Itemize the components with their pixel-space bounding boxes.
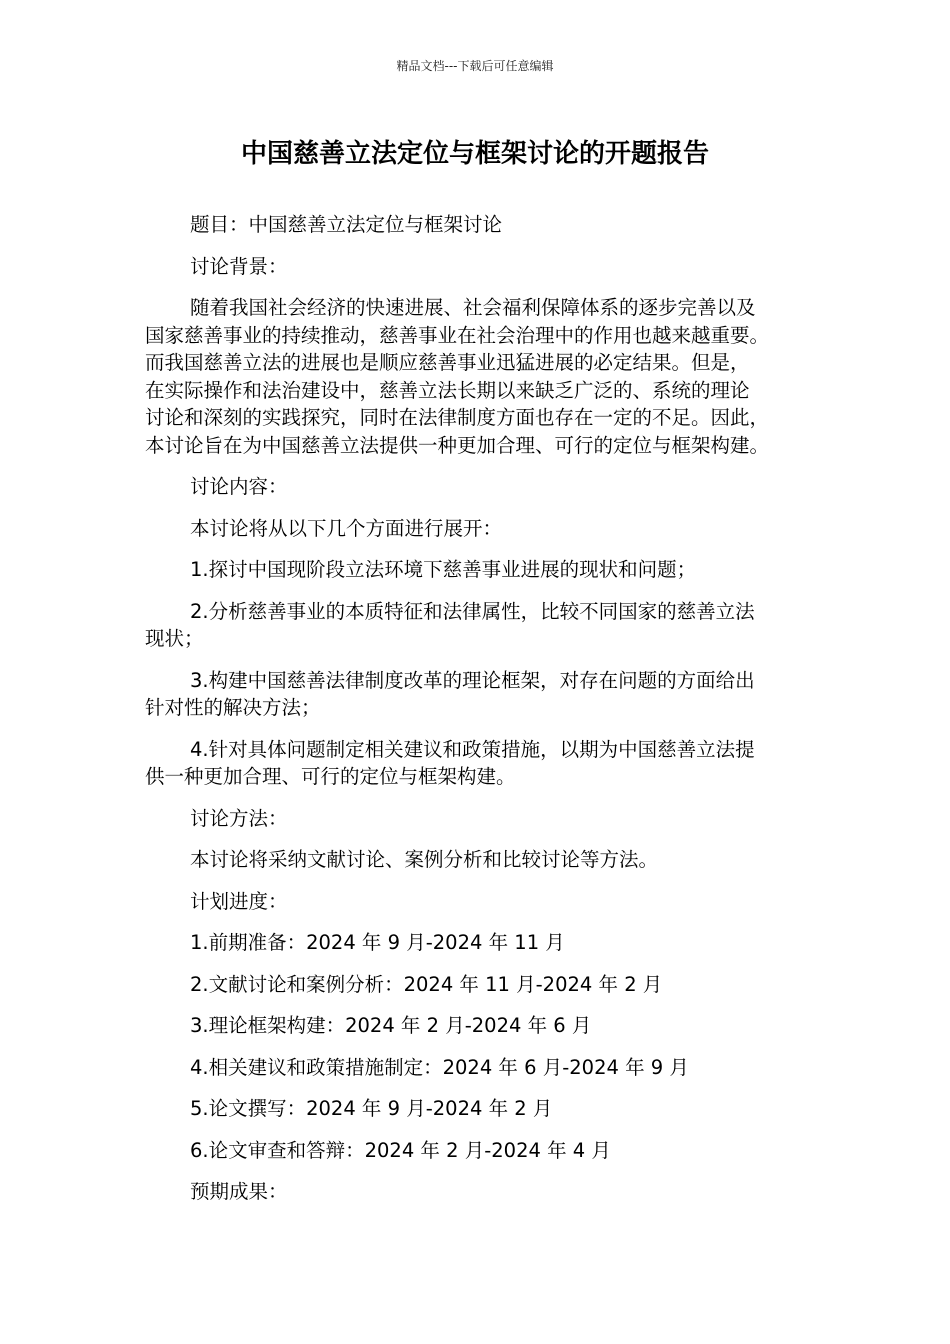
plan-heading: 计划进度： <box>190 889 288 913</box>
content-item-1 <box>145 556 805 584</box>
background-line: 讨论和深刻的实践探究，同时在法律制度方面也存在一定的不足。因此， <box>145 406 770 429</box>
content-intro: 本讨论将从以下几个方面进行展开： <box>190 516 503 540</box>
method-heading: 讨论方法： <box>190 806 288 830</box>
document-body <box>145 211 805 1220</box>
content-item-line: 现状； <box>145 627 204 650</box>
content-item-line: 3.构建中国慈善法律制度改革的理论框架，对存在问题的方面给出 <box>190 668 755 692</box>
document-title: 中国慈善立法定位与框架讨论的开题报告 <box>240 139 709 169</box>
content-item-2 <box>145 598 805 653</box>
background-paragraph <box>145 294 805 459</box>
content-item-line: 供一种更加合理、可行的定位与框架构建。 <box>145 765 516 788</box>
background-line: 在实际操作和法治建设中，慈善立法长期以来缺乏广泛的、系统的理论 <box>145 378 750 402</box>
results-heading: 预期成果： <box>190 1180 288 1203</box>
plan-item: 4.相关建议和政策措施制定：2024 年 6 月-2024 年 9 月 <box>190 1055 689 1079</box>
content-item-line: 4.针对具体问题制定相关建议和政策措施，以期为中国慈善立法提 <box>190 737 755 761</box>
plan-item: 3.理论框架构建：2024 年 2 月-2024 年 6 月 <box>190 1014 592 1037</box>
background-line: 国家慈善事业的持续推动，慈善事业在社会治理中的作用也越来越重要。 <box>145 323 770 347</box>
content-item-line: 2.分析慈善事业的本质特征和法律属性，比较不同国家的慈善立法 <box>190 599 755 623</box>
background-heading: 讨论背景： <box>190 254 288 278</box>
method-text: 本讨论将采纳文献讨论、案例分析和比较讨论等方法。 <box>190 848 659 871</box>
plan-item: 2.文献讨论和案例分析：2024 年 11 月-2024 年 2 月 <box>190 972 663 996</box>
content-item-3 <box>145 667 805 722</box>
background-line: 而我国慈善立法的进展也是顺应慈善事业迅猛进展的必定结果。但是， <box>145 351 750 374</box>
plan-item: 1.前期准备：2024 年 9 月-2024 年 11 月 <box>190 931 565 954</box>
content-heading: 讨论内容： <box>190 475 288 498</box>
content-item-line: 1.探讨中国现阶段立法环境下慈善事业进展的现状和问题； <box>190 558 697 581</box>
background-line: 随着我国社会经济的快速进展、社会福利保障体系的逐步完善以及 <box>190 296 756 319</box>
background-line: 本讨论旨在为中国慈善立法提供一种更加合理、可行的定位与框架构建。 <box>145 433 770 457</box>
content-item-4 <box>145 736 805 791</box>
plan-item: 5.论文撰写：2024 年 9 月-2024 年 2 月 <box>190 1097 553 1120</box>
topic-line: 题目：中国慈善立法定位与框架讨论 <box>190 213 503 236</box>
page-header: 精品文档---下载后可任意编辑 <box>396 59 554 73</box>
content-item-line: 针对性的解决方法； <box>145 696 321 719</box>
plan-item: 6.论文审查和答辩：2024 年 2 月-2024 年 4 月 <box>190 1138 611 1162</box>
